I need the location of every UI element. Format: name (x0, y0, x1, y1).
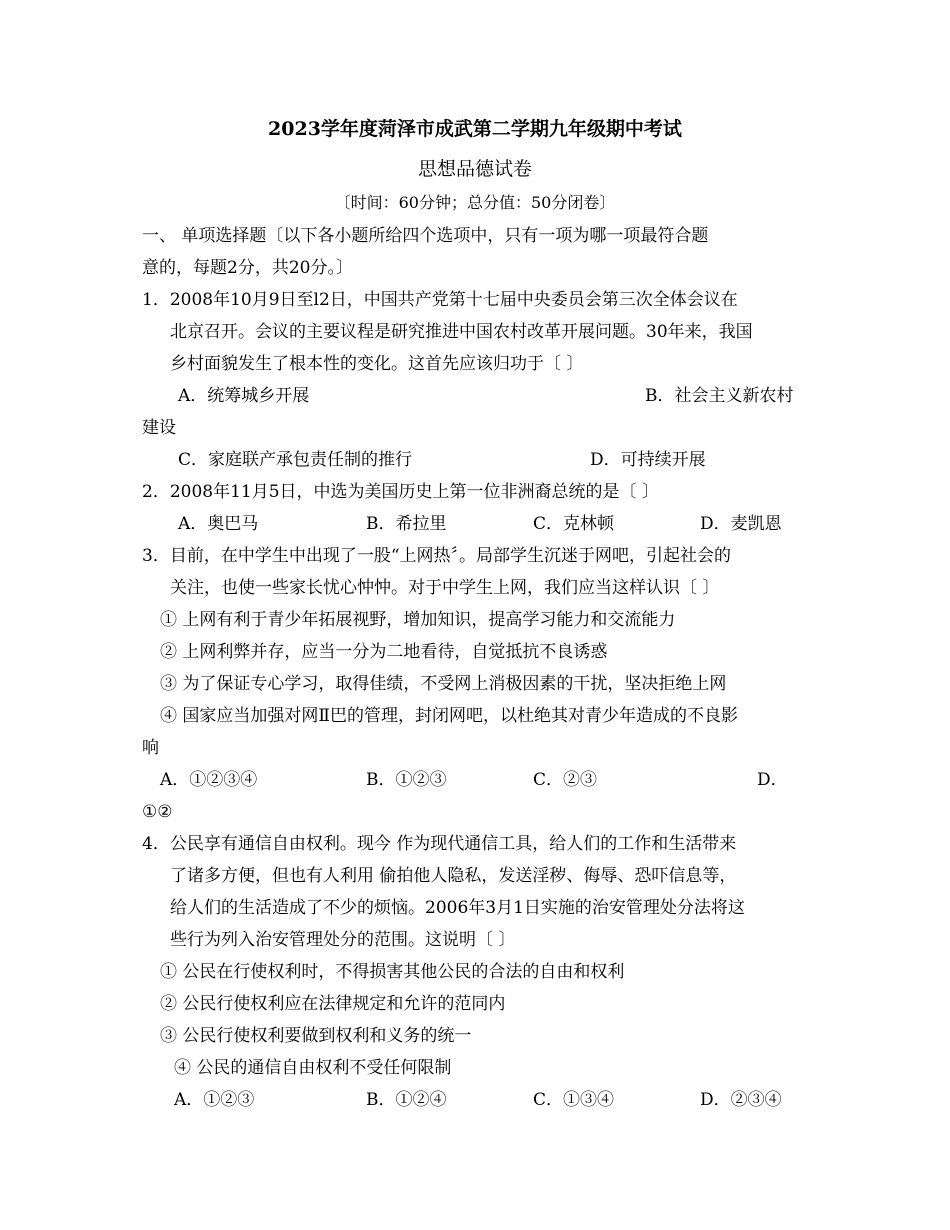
q2-option-b: B．希拉里 (366, 514, 447, 534)
exam-info: 〔时间：60分钟；总分值：50分闭卷〕 (334, 193, 616, 212)
q3-stem-2: 关注，也使一些家长忧心忡忡。对于中学生上网，我们应当这样认识〔 〕 (170, 578, 720, 598)
q2-option-d: D．麦凯恩 (700, 514, 782, 534)
q1-option-a: A．统筹城乡开展 (178, 386, 310, 406)
q1-option-b: B．社会主义新农村 (645, 386, 794, 406)
q3-option-a: A．①②③④ (160, 770, 258, 790)
q3-stem: 3．目前，在中学生中出现了一股“上网热〞。局部学生沉迷于网吧，引起社会的 (142, 546, 732, 566)
q1-option-b-cont: 建设 (142, 418, 176, 438)
q3-item-1: ① 上网有利于青少年拓展视野，增加知识，提高学习能力和交流能力 (160, 610, 676, 630)
q1-stem: 1．2008年10月9日至l2日，中国共产党第十七届中央委员会第三次全体会议在 (142, 290, 738, 310)
q3-option-b: B．①②③ (366, 770, 447, 790)
q4-item-3: ③ 公民行使权利要做到权利和义务的统一 (160, 1026, 472, 1046)
q3-item-4: ④ 国家应当加强对网Ⅱ巴的管理，封闭网吧，以杜绝其对青少年造成的不良影 (160, 706, 738, 726)
q4-stem-3: 给人们的生活造成了不少的烦恼。2006年3月1日实施的治安管理处分法将这 (170, 898, 745, 918)
q1-option-c: C．家庭联产承包责任制的推行 (178, 450, 413, 470)
q4-option-c: C．①③④ (533, 1090, 615, 1110)
q4-stem: 4．公民享有通信自由权利。现今 作为现代通信工具，给人们的工作和生活带来 (142, 834, 737, 854)
q4-item-1: ① 公民在行使权利时，不得损害其他公民的合法的自由和权利 (160, 962, 625, 982)
exam-subtitle: 思想品德试卷 (417, 158, 532, 180)
section-heading: 一、 单项选择题〔以下各小题所给四个选项中，只有一项为哪一项最符合题 (142, 226, 709, 246)
q4-item-2: ② 公民行使权利应在法律规定和允许的范同内 (160, 994, 506, 1014)
q2-stem: 2．2008年11月5日，中选为美国历史上第一位非洲裔总统的是〔 〕 (142, 482, 659, 502)
exam-title: 2023学年度菏泽市成武第二学期九年级期中考试 (268, 118, 682, 140)
q4-option-d: D．②③④ (700, 1090, 782, 1110)
q3-option-d: D． (757, 770, 788, 790)
q1-stem-3: 乡村面貌发生了根本性的变化。这首先应该归功于〔 〕 (170, 354, 584, 374)
q4-stem-4: 些行为列入治安管理处分的范围。这说明〔 〕 (170, 930, 516, 950)
q4-stem-2: 了诸多方便，但也有人利用 偷拍他人隐私，发送淫秽、侮辱、恐吓信息等， (170, 866, 737, 886)
q1-option-d: D．可持续开展 (590, 450, 706, 470)
q2-option-c: C．克林顿 (533, 514, 615, 534)
q3-item-4-cont: 响 (142, 738, 159, 758)
q2-option-a: A．奥巴马 (178, 514, 259, 534)
q3-item-3: ③ 为了保证专心学习，取得佳绩，不受网上消极因素的干扰，坚决拒绝上网 (160, 674, 727, 694)
section-heading-cont: 意的，每题2分，共20分。〕 (142, 258, 353, 278)
q3-item-2: ② 上网利弊并存，应当一分为二地看待，自觉抵抗不良诱惑 (160, 642, 608, 662)
q4-option-a: A．①②③ (174, 1090, 255, 1110)
q1-stem-2: 北京召开。会议的主要议程是研究推进中国农村改革开展问题。30年来，我国 (170, 322, 753, 342)
q3-option-c: C．②③ (533, 770, 598, 790)
q4-item-4: ④ 公民的通信自由权利不受任何限制 (174, 1058, 452, 1078)
q4-option-b: B．①②④ (366, 1090, 447, 1110)
q3-option-d-cont: ①② (142, 802, 173, 822)
